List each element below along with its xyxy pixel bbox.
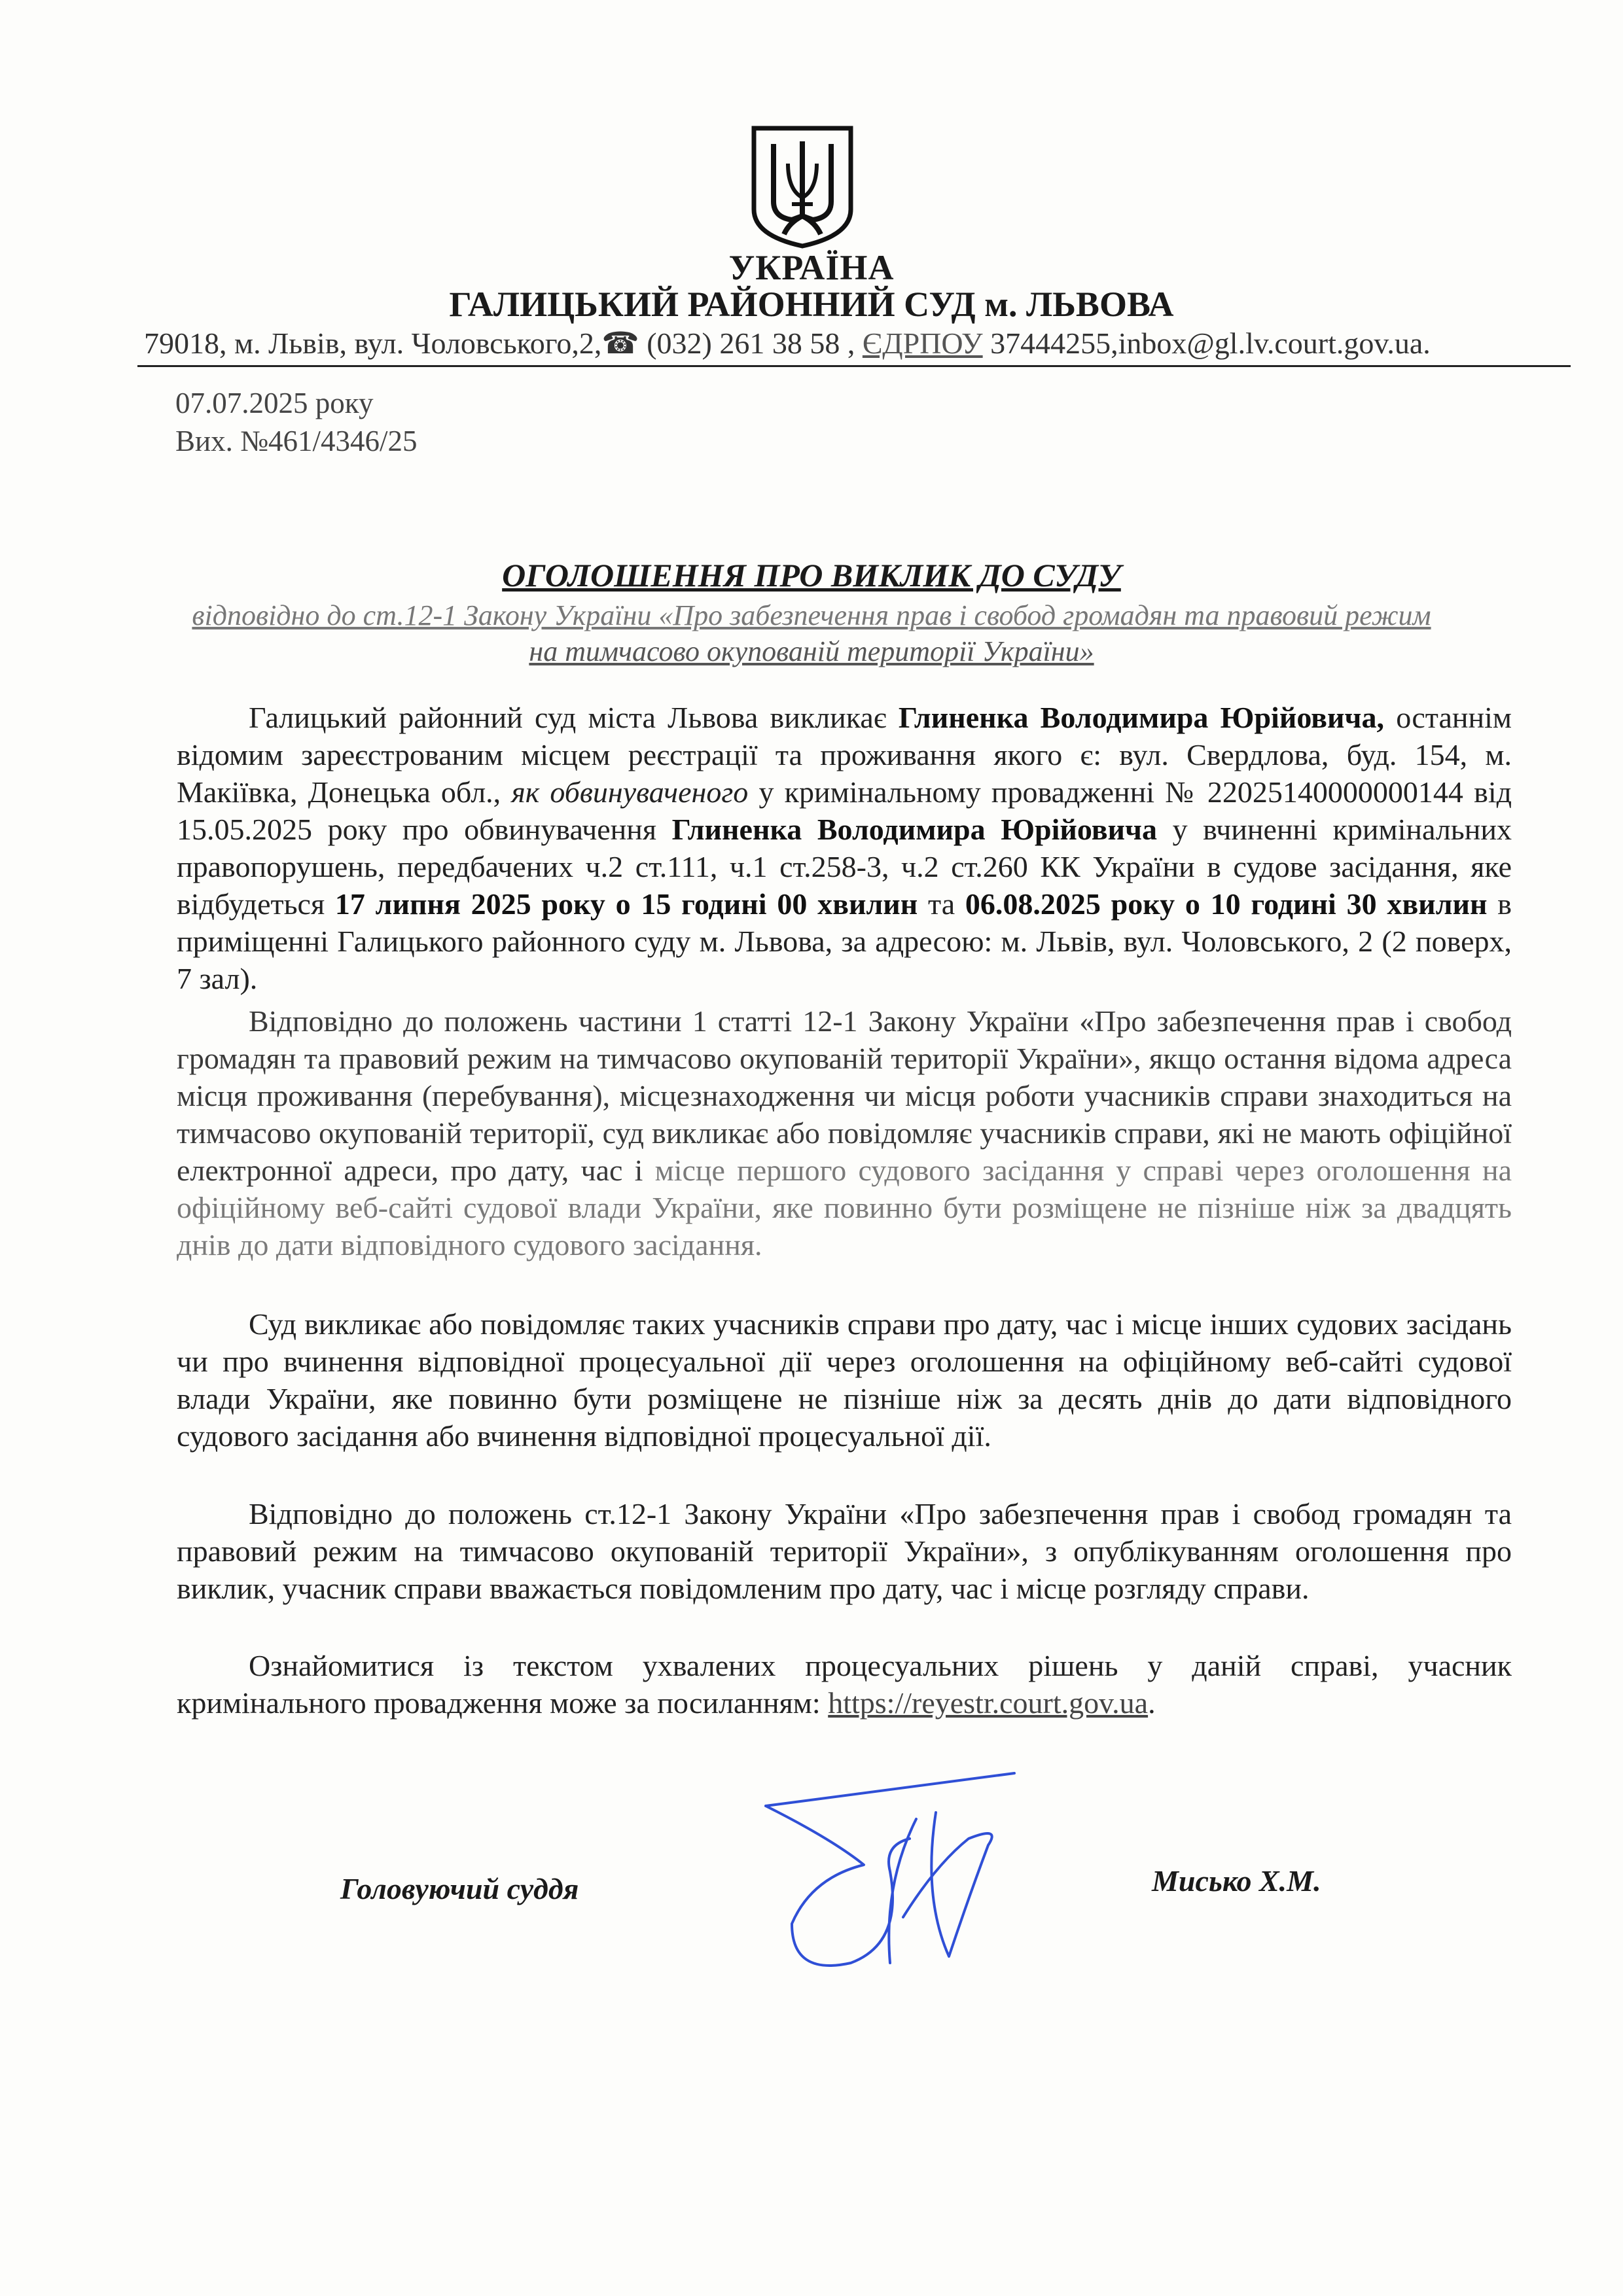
- defendant-name: Глиненка Володимира Юрійовича,: [898, 701, 1384, 734]
- telephone-icon: ☎: [601, 327, 639, 360]
- paragraph-summons: Галицький районний суд міста Львова викликає Глиненка Володимира Юрійовича, останнім відомим зареєстрованим місцем реєстрації та проживання якого є: вул. Свердлова, буд. 154, м. Макіївка, Донецька обл., як обвинуваченого у кримінальному провадженні № 22025140000000144 від 15.05.2025 року про обвинувачення Глиненка Володимира Юрійовича у вчиненні кримінальних правопорушень, передбачених ч.2 ст.111, ч.1 ст.258-3, ч.2 ст.260 КК України в судове засідання, яке відбудеться 17 липня 2025 року о 15 годині 00 хвилин та 06.08.2025 року о 10 годині 30 хвилин в приміщенні Галицького районного суду м. Львова, за адресою: м. Львів, вул. Чоловського, 2 (2 поверх, 7 зал).: [177, 701, 1512, 995]
- judge-name: Мисько Х.М.: [1152, 1864, 1321, 1898]
- outgoing-number: Вих. №461/4346/25: [175, 425, 418, 457]
- phone-number: (032) 261 38 58 ,: [647, 327, 855, 360]
- notice-subtitle-line2: на тимчасово окупованій території України»: [529, 635, 1094, 667]
- court-address-line: [144, 325, 1431, 361]
- paragraph-register-link: Ознайомитися із текстом ухвалених процесуальних рішень у даній справі, учасник кримінального провадження може за посиланням: https://reyestr.court.gov.ua.: [177, 1649, 1512, 1720]
- court-heading: ГАЛИЦЬКИЙ РАЙОННИЙ СУД м. ЛЬВОВА: [449, 285, 1174, 324]
- header-divider: [137, 365, 1571, 367]
- defendant-name-2: Глиненка Володимира Юрійовича: [671, 813, 1158, 846]
- presiding-judge-label: Головуючий суддя: [340, 1872, 579, 1905]
- paragraph-other-hearings: Суд викликає або повідомляє таких учасників справи про дату, час і місце інших судових засідань чи про вчинення відповідної процесуальної дії через оголошення на офіційному веб-сайті судової влади України, яке повинно бути розміщене не пізніше ніж за десять днів до дати відповідного судового засідання або вчинення відповідної процесуальної дії.: [177, 1307, 1512, 1453]
- hearing-date-2: 06.08.2025 року о 10 годині 30 хвилин: [965, 887, 1488, 921]
- address-text: 79018, м. Львів, вул. Чоловського,2,: [144, 327, 602, 360]
- paragraph-notification: Відповідно до положень ст.12-1 Закону України «Про забезпечення прав і свобод громадян та правовий режим на тимчасово окупованій території України», з опублікуванням оголошення про виклик, учасник справи вважається повідомленим про дату, час і місце розгляду справи.: [177, 1497, 1512, 1605]
- hearing-date-1: 17 липня 2025 року о 15 годині 00 хвилин: [334, 887, 918, 921]
- notice-title: ОГОЛОШЕННЯ ПРО ВИКЛИК ДО СУДУ: [502, 557, 1121, 593]
- edrpou-email: 37444255,inbox@gl.lv.court.gov.ua.: [990, 327, 1431, 360]
- document-date: 07.07.2025 року: [175, 387, 374, 419]
- notice-subtitle-line1: відповідно до ст.12-1 Закону України «Про забезпечення прав і свобод громадян та правовий режим: [192, 599, 1431, 631]
- registry-link[interactable]: https://reyestr.court.gov.ua: [828, 1686, 1149, 1720]
- defendant-role: як обвинуваченого: [511, 775, 749, 809]
- handwritten-signature: [753, 1767, 1027, 2002]
- country-heading: УКРАЇНА: [728, 248, 895, 287]
- paragraph-law-basis: Відповідно до положень частини 1 статті 12-1 Закону України «Про забезпечення прав і свобод громадян та правовий режим на тимчасово окупованій території України», якщо остання відома адреса місця проживання (перебування), місцезнаходження чи місця роботи учасників справи знаходиться на тимчасово окупованій території, суд викликає або повідомляє учасників справи, які не мають офіційної електронної адреси, про дату, час і місце першого судового засідання у справі через оголошення на офіційному веб-сайті судової влади України, яке повинно бути розміщене не пізніше ніж за двадцять днів до дати відповідного судового засідання.: [177, 1004, 1512, 1262]
- coat-of-arms-icon: [750, 124, 855, 249]
- edrpou-label: ЄДРПОУ: [862, 327, 983, 360]
